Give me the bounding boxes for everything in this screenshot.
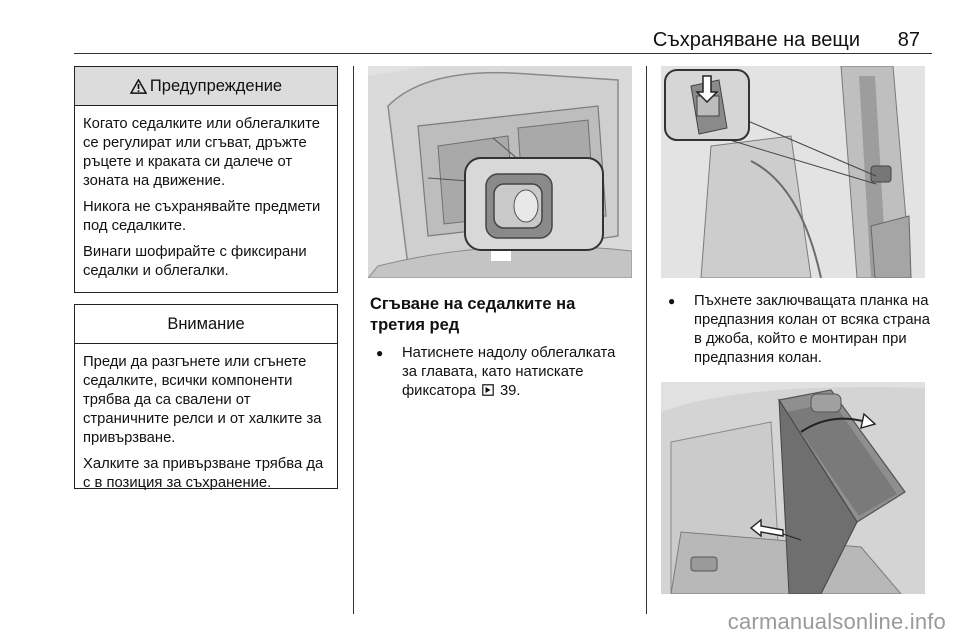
warning-paragraph: Винаги шофирайте с фиксирани седалки и облегалки. bbox=[83, 244, 307, 279]
warning-paragraph: Когато седалките или облегалките се регулират или сгъват, дръжте ръцете и краката си далече от зоната на движение. bbox=[83, 116, 320, 189]
bullet-marker: ● bbox=[668, 294, 676, 308]
caution-paragraph: Халките за привързване трябва да с в позиция за съхранение. bbox=[83, 456, 324, 491]
figure-seatbelt-latch-pocket bbox=[661, 66, 925, 278]
warning-box-body bbox=[75, 106, 337, 290]
bullet-text: Натиснете надолу облегалката за главата, като натискате фиксатора bbox=[402, 345, 616, 399]
warning-box bbox=[74, 66, 338, 293]
figure-trunk-headrest-latch bbox=[368, 66, 632, 278]
section-heading: Сгъване на седалките на третия ред bbox=[370, 295, 576, 334]
figure-folded-third-row-seat bbox=[661, 382, 925, 594]
caution-box-header bbox=[75, 305, 337, 344]
caution-box-body bbox=[75, 344, 337, 502]
warning-box-header bbox=[75, 67, 337, 106]
column-divider-left bbox=[353, 66, 354, 614]
header-rule bbox=[74, 53, 932, 54]
page-number: 87 bbox=[897, 29, 920, 51]
bullet-text: Пъхнете заключващата планка на предпазния колан от всяка страна в джоба, който е монтиран при предпазния колан. bbox=[694, 293, 930, 366]
warning-paragraph: Никога не съхранявайте предмети под седалките. bbox=[83, 199, 321, 234]
page-reference-icon bbox=[482, 384, 494, 396]
list-item bbox=[668, 292, 932, 368]
caution-box-title: Внимание bbox=[167, 314, 245, 333]
list-item bbox=[376, 344, 634, 401]
caution-box bbox=[74, 304, 338, 489]
bullet-marker: ● bbox=[376, 346, 384, 360]
reference-page: 39. bbox=[499, 383, 521, 399]
header-title: Съхраняване на вещи bbox=[652, 29, 860, 51]
watermark: carmanualsonline.info bbox=[727, 609, 946, 634]
warning-triangle-icon bbox=[130, 79, 147, 94]
list-item-text bbox=[402, 344, 634, 401]
column-divider-right bbox=[646, 66, 647, 614]
caution-paragraph: Преди да разгънете или сгънете седалките, всички компоненти трябва да са свалени от страничните релси и от халките за привързване. bbox=[83, 354, 322, 446]
warning-box-title: Предупреждение bbox=[149, 76, 283, 95]
